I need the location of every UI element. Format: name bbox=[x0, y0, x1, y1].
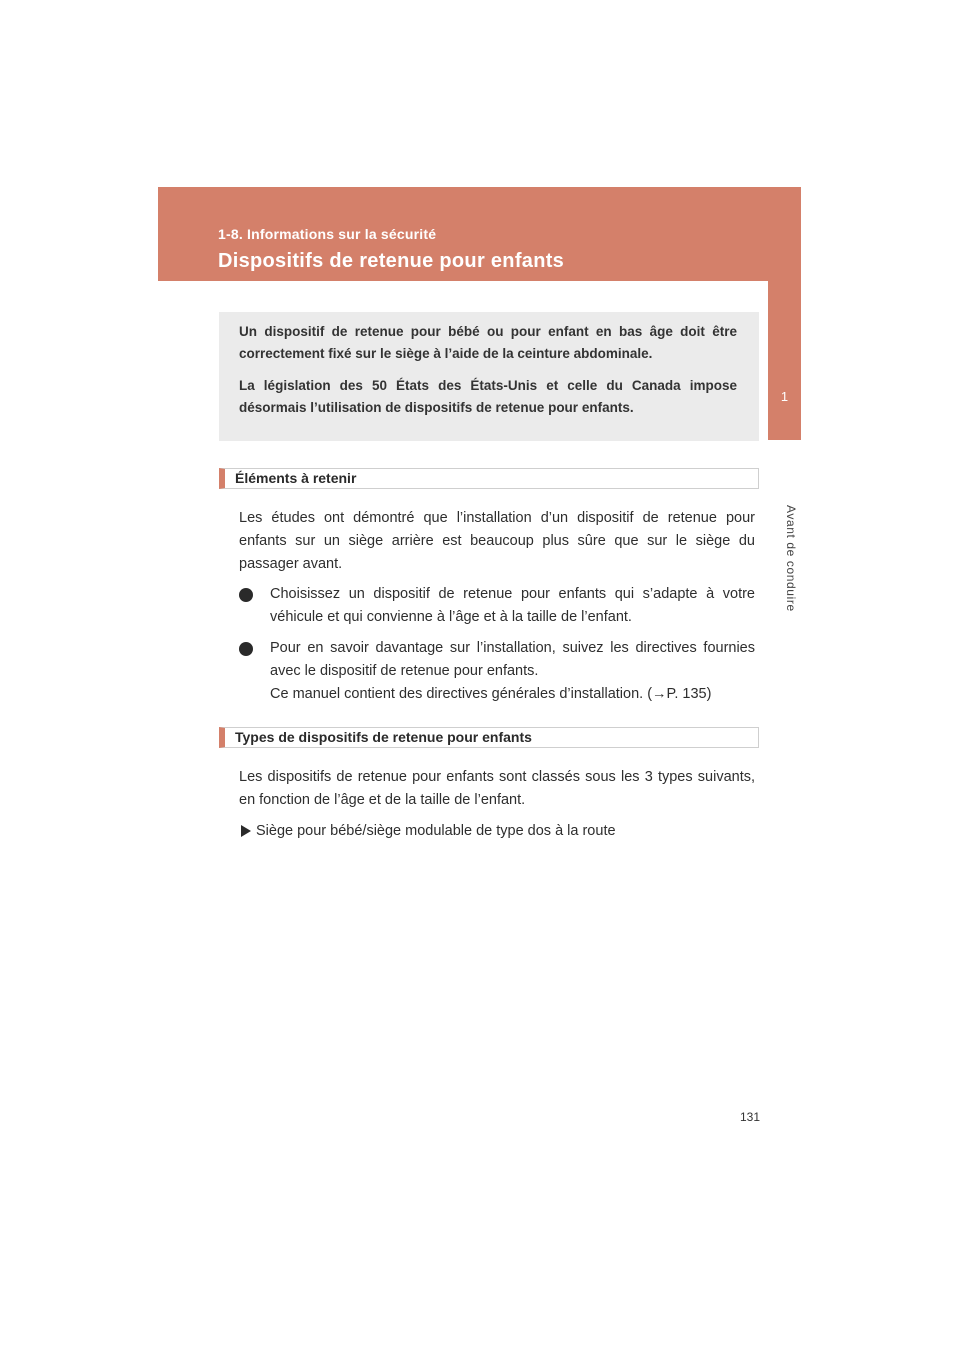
subheader-types bbox=[219, 727, 759, 748]
section2-body: Les dispositifs de retenue pour enfants sont classés sous les 3 types suivants, en fonction de l’âge et de la taille de l’enfant. bbox=[239, 769, 755, 808]
intro-paragraph-2: La législation des 50 États des États-Unis et celle du Canada impose désormais l’utilisation de dispositifs de retenue pour enfants. bbox=[239, 378, 737, 415]
subheader-elements bbox=[219, 468, 759, 489]
section1-body: Les études ont démontré que l’installation d’un dispositif de retenue pour enfants sur un siège arrière est beaucoup plus sûre que sur le siège du passager avant. bbox=[239, 510, 755, 572]
bullet-dot-icon bbox=[239, 642, 253, 656]
arrow-right-icon bbox=[241, 825, 251, 837]
bullet-item-2: Pour en savoir davantage sur l’installation, suivez les directives fournies avec le dispositif de retenue pour enfants. bbox=[270, 640, 755, 679]
subheader-elements-text: Éléments à retenir bbox=[235, 470, 357, 486]
bullet-item-2-note: Ce manuel contient des directives générales d’installation. (→P. 135) bbox=[270, 686, 712, 702]
intro-paragraph-1: Un dispositif de retenue pour bébé ou pour enfant en bas âge doit être correctement fixé sur le siège à l’aide de la ceinture abdominale. bbox=[239, 324, 737, 361]
page-number: 131 bbox=[740, 1110, 761, 1124]
bullet-dot-icon bbox=[239, 588, 253, 602]
type-item-1: Siège pour bébé/siège modulable de type dos à la route bbox=[256, 823, 616, 839]
section-label: 1-8. Informations sur la sécurité bbox=[218, 226, 437, 242]
bullet-item-1: Choisissez un dispositif de retenue pour enfants qui s’adapte à votre véhicule et qui convienne à l’âge et à la taille de l’enfant. bbox=[270, 586, 755, 625]
page-title: Dispositifs de retenue pour enfants bbox=[218, 250, 565, 272]
chapter-label: Avant de conduire bbox=[784, 505, 798, 612]
subheader-types-text: Types de dispositifs de retenue pour enfants bbox=[235, 729, 532, 745]
chapter-number: 1 bbox=[780, 389, 789, 404]
